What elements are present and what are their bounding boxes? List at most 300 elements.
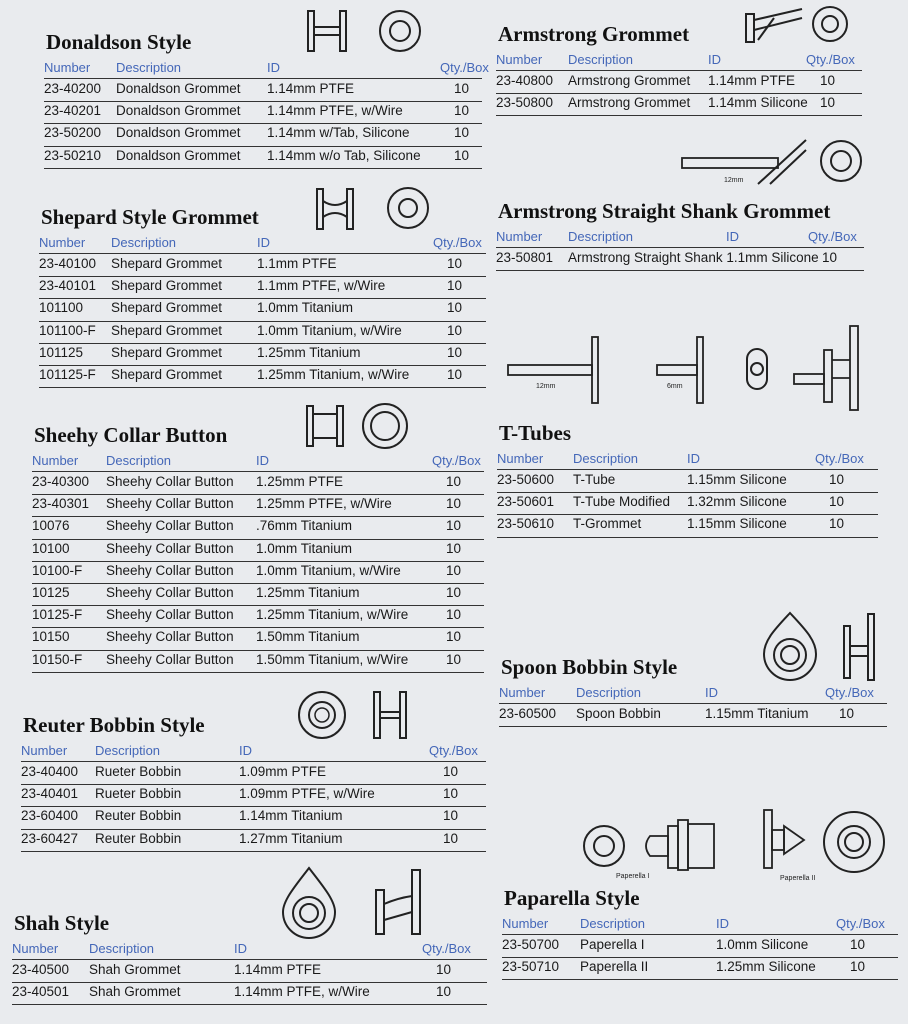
header-id: ID: [256, 453, 269, 468]
cell-qty: 10: [839, 706, 855, 721]
table-header: [499, 685, 887, 703]
cell-description: Reuter Bobbin: [95, 808, 182, 824]
cell-id: 1.50mm Titanium, w/Wire: [256, 651, 409, 667]
cell-id: 1.25mm Silicone: [716, 959, 816, 975]
cell-description: Shah Grommet: [89, 962, 181, 977]
cell-qty: 10: [443, 764, 459, 779]
table-row: [39, 278, 486, 300]
cell-description: Armstrong Grommet: [568, 95, 691, 111]
cell-number: 10125: [32, 585, 70, 600]
cell-id: 1.1mm PTFE: [257, 256, 337, 271]
length-label: 12mm: [724, 177, 744, 184]
cell-id: 1.14mm PTFE: [708, 73, 796, 88]
header-description: Description: [89, 941, 155, 956]
row-divider: [39, 276, 486, 277]
table-header: [32, 453, 484, 471]
paparella-icon: [758, 808, 892, 884]
row-divider: [499, 726, 887, 727]
header-number: Number: [496, 229, 543, 244]
paparella-icon: [580, 816, 720, 882]
cell-description: Sheehy Collar Button: [106, 474, 234, 489]
table-row: [32, 496, 484, 518]
header-id: ID: [687, 451, 700, 466]
cell-id: 1.0mm Titanium: [257, 300, 354, 316]
row-divider: [32, 516, 484, 517]
row-divider: [502, 957, 898, 958]
section-title: Paparella Style: [504, 886, 640, 910]
section-title: T-Tubes: [499, 421, 572, 445]
header-number: Number: [496, 52, 543, 67]
table-row: [502, 959, 898, 981]
cell-number: 10150: [32, 629, 70, 645]
header-divider: [499, 703, 887, 704]
cell-id: 1.14mm PTFE: [234, 962, 322, 977]
cell-number: 23-40800: [496, 73, 554, 88]
cell-description: T-Tube: [573, 472, 616, 487]
cell-id: 1.25mm PTFE: [256, 474, 344, 489]
header-qty: Qty./Box: [825, 685, 874, 700]
row-divider: [32, 672, 484, 673]
header-description: Description: [568, 52, 634, 67]
header-number: Number: [21, 743, 68, 758]
row-divider: [32, 583, 484, 584]
header-divider: [44, 78, 482, 79]
cell-number: 23-40201: [44, 103, 102, 119]
header-description: Description: [111, 235, 177, 250]
header-number: Number: [39, 235, 86, 250]
cell-qty: 10: [447, 300, 463, 316]
section-title: Donaldson Style: [46, 30, 192, 54]
table-row: [39, 345, 486, 367]
header-divider: [497, 469, 878, 470]
header-description: Description: [116, 60, 182, 75]
cell-number: 23-40200: [44, 81, 102, 96]
cell-number: 23-40100: [39, 256, 97, 271]
cell-number: 101125-F: [39, 367, 96, 382]
header-description: Description: [576, 685, 642, 700]
cell-qty: 10: [829, 472, 845, 487]
cell-qty: 10: [454, 81, 470, 96]
cell-number: 23-50200: [44, 125, 102, 141]
cell-description: Shepard Grommet: [111, 367, 223, 382]
cell-description: T-Grommet: [573, 516, 642, 532]
cell-number: 23-40400: [21, 764, 79, 779]
cell-qty: 10: [446, 474, 462, 489]
header-description: Description: [568, 229, 634, 244]
cell-description: Shepard Grommet: [111, 322, 223, 338]
cell-qty: 10: [454, 103, 470, 119]
row-divider: [39, 321, 486, 322]
header-number: Number: [497, 451, 544, 466]
cell-id: 1.15mm Silicone: [687, 472, 787, 487]
row-divider: [21, 806, 486, 807]
cell-qty: 10: [446, 629, 462, 645]
header-divider: [12, 959, 487, 960]
cell-number: 10150-F: [32, 651, 83, 667]
cell-qty: 10: [822, 250, 838, 265]
header-divider: [496, 247, 864, 248]
cell-number: 23-40501: [12, 984, 70, 1000]
header-description: Description: [580, 916, 646, 931]
cell-id: 1.0mm Titanium, w/Wire: [256, 562, 401, 578]
header-id: ID: [267, 60, 280, 75]
section-shepard: [39, 205, 486, 385]
section-spoon: [499, 655, 887, 735]
table-row: [32, 629, 484, 651]
section-reuter: [21, 713, 486, 858]
cell-description: Shepard Grommet: [111, 344, 223, 360]
table-row: [497, 516, 878, 538]
cell-number: 23-60500: [499, 706, 557, 721]
cell-qty: 10: [454, 147, 470, 163]
cell-id: 1.15mm Titanium: [705, 706, 809, 721]
cell-id: 1.14mm w/Tab, Silicone: [267, 125, 410, 141]
section-title: Armstrong Grommet: [498, 22, 690, 46]
cell-qty: 10: [829, 516, 845, 532]
table-header: [44, 60, 489, 78]
cell-qty: 10: [829, 494, 845, 510]
cell-id: 1.0mm Titanium, w/Wire: [257, 322, 402, 338]
grommet-top-icon: [385, 185, 431, 231]
cell-id: 1.14mm PTFE: [267, 81, 355, 96]
table-row: [39, 323, 486, 345]
grommet-side-icon: [372, 868, 424, 936]
header-number: Number: [499, 685, 546, 700]
cell-description: Paperella I: [580, 937, 645, 952]
cell-id: 1.14mm Titanium: [239, 808, 343, 824]
cell-description: Rueter Bobbin: [95, 764, 182, 779]
header-divider: [21, 761, 486, 762]
row-divider: [44, 101, 482, 102]
table-row: [32, 541, 484, 563]
cell-qty: 10: [454, 125, 470, 141]
armstrong-grommet-icon: [744, 6, 804, 44]
table-row: [21, 764, 486, 786]
table-row: [12, 984, 487, 1006]
cell-number: 23-50801: [496, 250, 554, 265]
row-divider: [12, 982, 487, 983]
header-qty: Qty./Box: [440, 60, 489, 75]
row-divider: [497, 537, 878, 538]
row-divider: [39, 343, 486, 344]
header-id: ID: [705, 685, 718, 700]
header-divider: [496, 70, 862, 71]
cell-id: 1.15mm Silicone: [687, 516, 787, 532]
table-row: [44, 103, 482, 125]
header-number: Number: [32, 453, 79, 468]
section-armstrong: [496, 22, 862, 122]
grommet-top-icon: [377, 8, 423, 54]
header-id: ID: [234, 941, 247, 956]
cell-id: 1.14mm PTFE, w/Wire: [234, 984, 370, 1000]
cell-qty: 10: [447, 256, 463, 271]
header-id: ID: [708, 52, 721, 67]
cell-qty: 10: [446, 518, 462, 534]
cell-description: Donaldson Grommet: [116, 125, 241, 141]
header-number: Number: [12, 941, 59, 956]
row-divider: [32, 561, 484, 562]
cell-number: 23-50601: [497, 494, 555, 510]
row-divider: [44, 168, 482, 169]
table-header: [502, 916, 898, 934]
t-tube-icon: [655, 334, 715, 404]
table-row: [21, 808, 486, 830]
cell-qty: 10: [446, 496, 462, 512]
cell-number: 23-60400: [21, 808, 79, 824]
cell-number: 23-60427: [21, 830, 79, 846]
header-description: Description: [106, 453, 172, 468]
row-divider: [496, 93, 862, 94]
cell-qty: 10: [447, 344, 463, 360]
grommet-side-icon: [306, 9, 348, 53]
cell-id: 1.0mm Silicone: [716, 937, 809, 952]
section-armstrong-straight: [496, 199, 864, 274]
header-divider: [502, 934, 898, 935]
header-qty: Qty./Box: [836, 916, 885, 931]
row-divider: [21, 851, 486, 852]
row-divider: [21, 829, 486, 830]
table-row: [32, 607, 484, 629]
grommet-top-icon: [296, 689, 348, 741]
length-label: 6mm: [667, 383, 683, 390]
paparella-1-label: Paperella I: [616, 873, 650, 880]
cell-description: Armstrong Grommet: [568, 73, 691, 88]
row-divider: [39, 365, 486, 366]
table-header: [12, 941, 487, 959]
row-divider: [496, 270, 864, 271]
cell-id: 1.50mm Titanium: [256, 629, 360, 645]
table-header: [21, 743, 486, 761]
cell-description: Donaldson Grommet: [116, 81, 241, 96]
row-divider: [502, 979, 898, 980]
table-row: [32, 474, 484, 496]
row-divider: [12, 1004, 487, 1005]
table-row: [44, 125, 482, 147]
row-divider: [496, 115, 862, 116]
row-divider: [497, 492, 878, 493]
cell-description: Spoon Bobbin: [576, 706, 661, 721]
grommet-top-icon: [818, 138, 864, 184]
table-row: [496, 95, 862, 117]
header-qty: Qty./Box: [422, 941, 471, 956]
cell-qty: 10: [436, 962, 452, 977]
cell-description: Armstrong Straight Shank 1.1mm Silicone: [568, 250, 819, 265]
row-divider: [44, 123, 482, 124]
length-label: 12mm: [536, 383, 556, 390]
header-qty: Qty./Box: [806, 52, 855, 67]
row-divider: [32, 539, 484, 540]
table-row: [12, 962, 487, 984]
cell-number: 23-50610: [497, 516, 555, 532]
cell-description: Shah Grommet: [89, 984, 181, 1000]
cell-qty: 10: [850, 959, 866, 975]
cell-description: Paperella II: [580, 959, 649, 975]
table-row: [32, 652, 484, 674]
cell-number: 10125-F: [32, 607, 83, 623]
paparella-2-label: Paperella II: [780, 875, 816, 882]
header-divider: [39, 253, 486, 254]
cell-number: 101100: [39, 300, 84, 316]
header-qty: Qty./Box: [432, 453, 481, 468]
section-title: Shepard Style Grommet: [41, 205, 259, 229]
cell-qty: 10: [443, 808, 459, 824]
row-divider: [21, 784, 486, 785]
cell-qty: 10: [443, 830, 459, 846]
section-title: Shah Style: [14, 911, 110, 935]
grommet-top-icon: [810, 4, 850, 44]
header-id: ID: [726, 229, 739, 244]
table-header: [496, 229, 864, 247]
cell-description: Donaldson Grommet: [116, 103, 241, 119]
cell-id: 1.14mm PTFE, w/Wire: [267, 103, 403, 119]
table-header: [496, 52, 862, 70]
t-tube-end-icon: [744, 346, 770, 392]
cell-description: Donaldson Grommet: [116, 147, 241, 163]
grommet-side-icon: [315, 187, 355, 231]
cell-number: 10100: [32, 540, 70, 556]
cell-id: 1.0mm Titanium: [256, 540, 353, 556]
row-divider: [497, 514, 878, 515]
cell-number: 23-50800: [496, 95, 554, 111]
cell-qty: 10: [447, 278, 463, 294]
cell-id: 1.25mm PTFE, w/Wire: [256, 496, 392, 512]
header-id: ID: [716, 916, 729, 931]
cell-id: 1.27mm Titanium: [239, 830, 343, 846]
header-number: Number: [44, 60, 91, 75]
table-row: [502, 937, 898, 959]
cell-description: Sheehy Collar Button: [106, 496, 234, 512]
armstrong-shank-icon: [680, 138, 810, 188]
grommet-side-icon: [842, 612, 878, 682]
section-title: Armstrong Straight Shank Grommet: [498, 199, 831, 223]
header-description: Description: [573, 451, 639, 466]
table-header: [39, 235, 486, 253]
cell-qty: 10: [447, 322, 463, 338]
cell-qty: 10: [446, 651, 462, 667]
header-qty: Qty./Box: [815, 451, 864, 466]
table-row: [32, 585, 484, 607]
header-divider: [32, 471, 484, 472]
cell-id: 1.25mm Titanium, w/Wire: [257, 367, 410, 382]
header-description: Description: [95, 743, 161, 758]
header-number: Number: [502, 916, 549, 931]
cell-number: 23-50710: [502, 959, 560, 975]
cell-qty: 10: [446, 562, 462, 578]
cell-id: 1.32mm Silicone: [687, 494, 787, 510]
row-divider: [39, 387, 486, 388]
cell-id: 1.25mm Titanium: [256, 585, 360, 600]
cell-description: Sheehy Collar Button: [106, 651, 234, 667]
table-row: [496, 73, 862, 95]
cell-description: Reuter Bobbin: [95, 830, 182, 846]
spoon-bobbin-icon: [760, 610, 820, 682]
cell-id: 1.25mm Titanium: [257, 344, 361, 360]
cell-description: Sheehy Collar Button: [106, 629, 234, 645]
cell-number: 10100-F: [32, 562, 83, 578]
cell-id: 1.09mm PTFE: [239, 764, 327, 779]
header-qty: Qty./Box: [433, 235, 482, 250]
cell-number: 23-40401: [21, 786, 79, 802]
cell-qty: 10: [447, 367, 463, 382]
table-row: [44, 81, 482, 103]
table-row: [32, 518, 484, 540]
cell-description: Sheehy Collar Button: [106, 540, 234, 556]
cell-qty: 10: [446, 585, 462, 600]
table-row: [496, 250, 864, 272]
row-divider: [32, 605, 484, 606]
header-qty: Qty./Box: [808, 229, 857, 244]
section-sheehy: [32, 423, 484, 678]
cell-number: 23-40300: [32, 474, 90, 489]
cell-qty: 10: [446, 540, 462, 556]
table-row: [39, 367, 486, 389]
shah-grommet-icon: [278, 865, 340, 941]
table-row: [21, 831, 486, 853]
table-row: [497, 494, 878, 516]
cell-number: 23-40101: [39, 278, 97, 294]
cell-number: 10076: [32, 518, 70, 534]
section-title: Spoon Bobbin Style: [501, 655, 678, 679]
cell-number: 23-40301: [32, 496, 90, 512]
cell-qty: 10: [820, 73, 836, 88]
row-divider: [32, 650, 484, 651]
cell-id: 1.14mm w/o Tab, Silicone: [267, 147, 421, 163]
header-id: ID: [239, 743, 252, 758]
cell-description: Shepard Grommet: [111, 300, 223, 316]
table-row: [39, 300, 486, 322]
cell-description: Sheehy Collar Button: [106, 585, 234, 600]
section-ttubes: [497, 421, 878, 541]
cell-id: .76mm Titanium: [256, 518, 353, 534]
table-row: [497, 472, 878, 494]
cell-id: 1.1mm PTFE, w/Wire: [257, 278, 386, 294]
cell-id: 1.14mm Silicone: [708, 95, 808, 111]
cell-number: 23-50700: [502, 937, 560, 952]
cell-description: Sheehy Collar Button: [106, 607, 234, 623]
cell-qty: 10: [850, 937, 866, 952]
cell-id: 1.25mm Titanium, w/Wire: [256, 607, 409, 623]
table-row: [21, 786, 486, 808]
cell-description: Shepard Grommet: [111, 278, 223, 294]
grommet-side-icon: [372, 690, 408, 740]
table-row: [32, 563, 484, 585]
section-title: Sheehy Collar Button: [34, 423, 228, 447]
cell-number: 23-40500: [12, 962, 70, 977]
cell-number: 23-50210: [44, 147, 102, 163]
row-divider: [44, 146, 482, 147]
row-divider: [32, 494, 484, 495]
cell-description: Sheehy Collar Button: [106, 562, 234, 578]
cell-number: 101100-F: [39, 322, 96, 338]
header-qty: Qty./Box: [429, 743, 478, 758]
table-row: [499, 706, 887, 728]
cell-qty: 10: [820, 95, 836, 111]
cell-number: 23-50600: [497, 472, 555, 487]
grommet-top-icon: [360, 401, 410, 451]
header-id: ID: [257, 235, 270, 250]
cell-description: Sheehy Collar Button: [106, 518, 234, 534]
row-divider: [39, 298, 486, 299]
cell-number: 101125: [39, 344, 84, 360]
grommet-side-icon: [305, 404, 345, 448]
table-row: [39, 256, 486, 278]
cell-description: Shepard Grommet: [111, 256, 223, 271]
t-tube-icon: [506, 334, 606, 404]
cell-description: T-Tube Modified: [573, 494, 671, 510]
cell-id: 1.09mm PTFE, w/Wire: [239, 786, 375, 802]
t-grommet-icon: [792, 322, 868, 414]
cell-qty: 10: [443, 786, 459, 802]
